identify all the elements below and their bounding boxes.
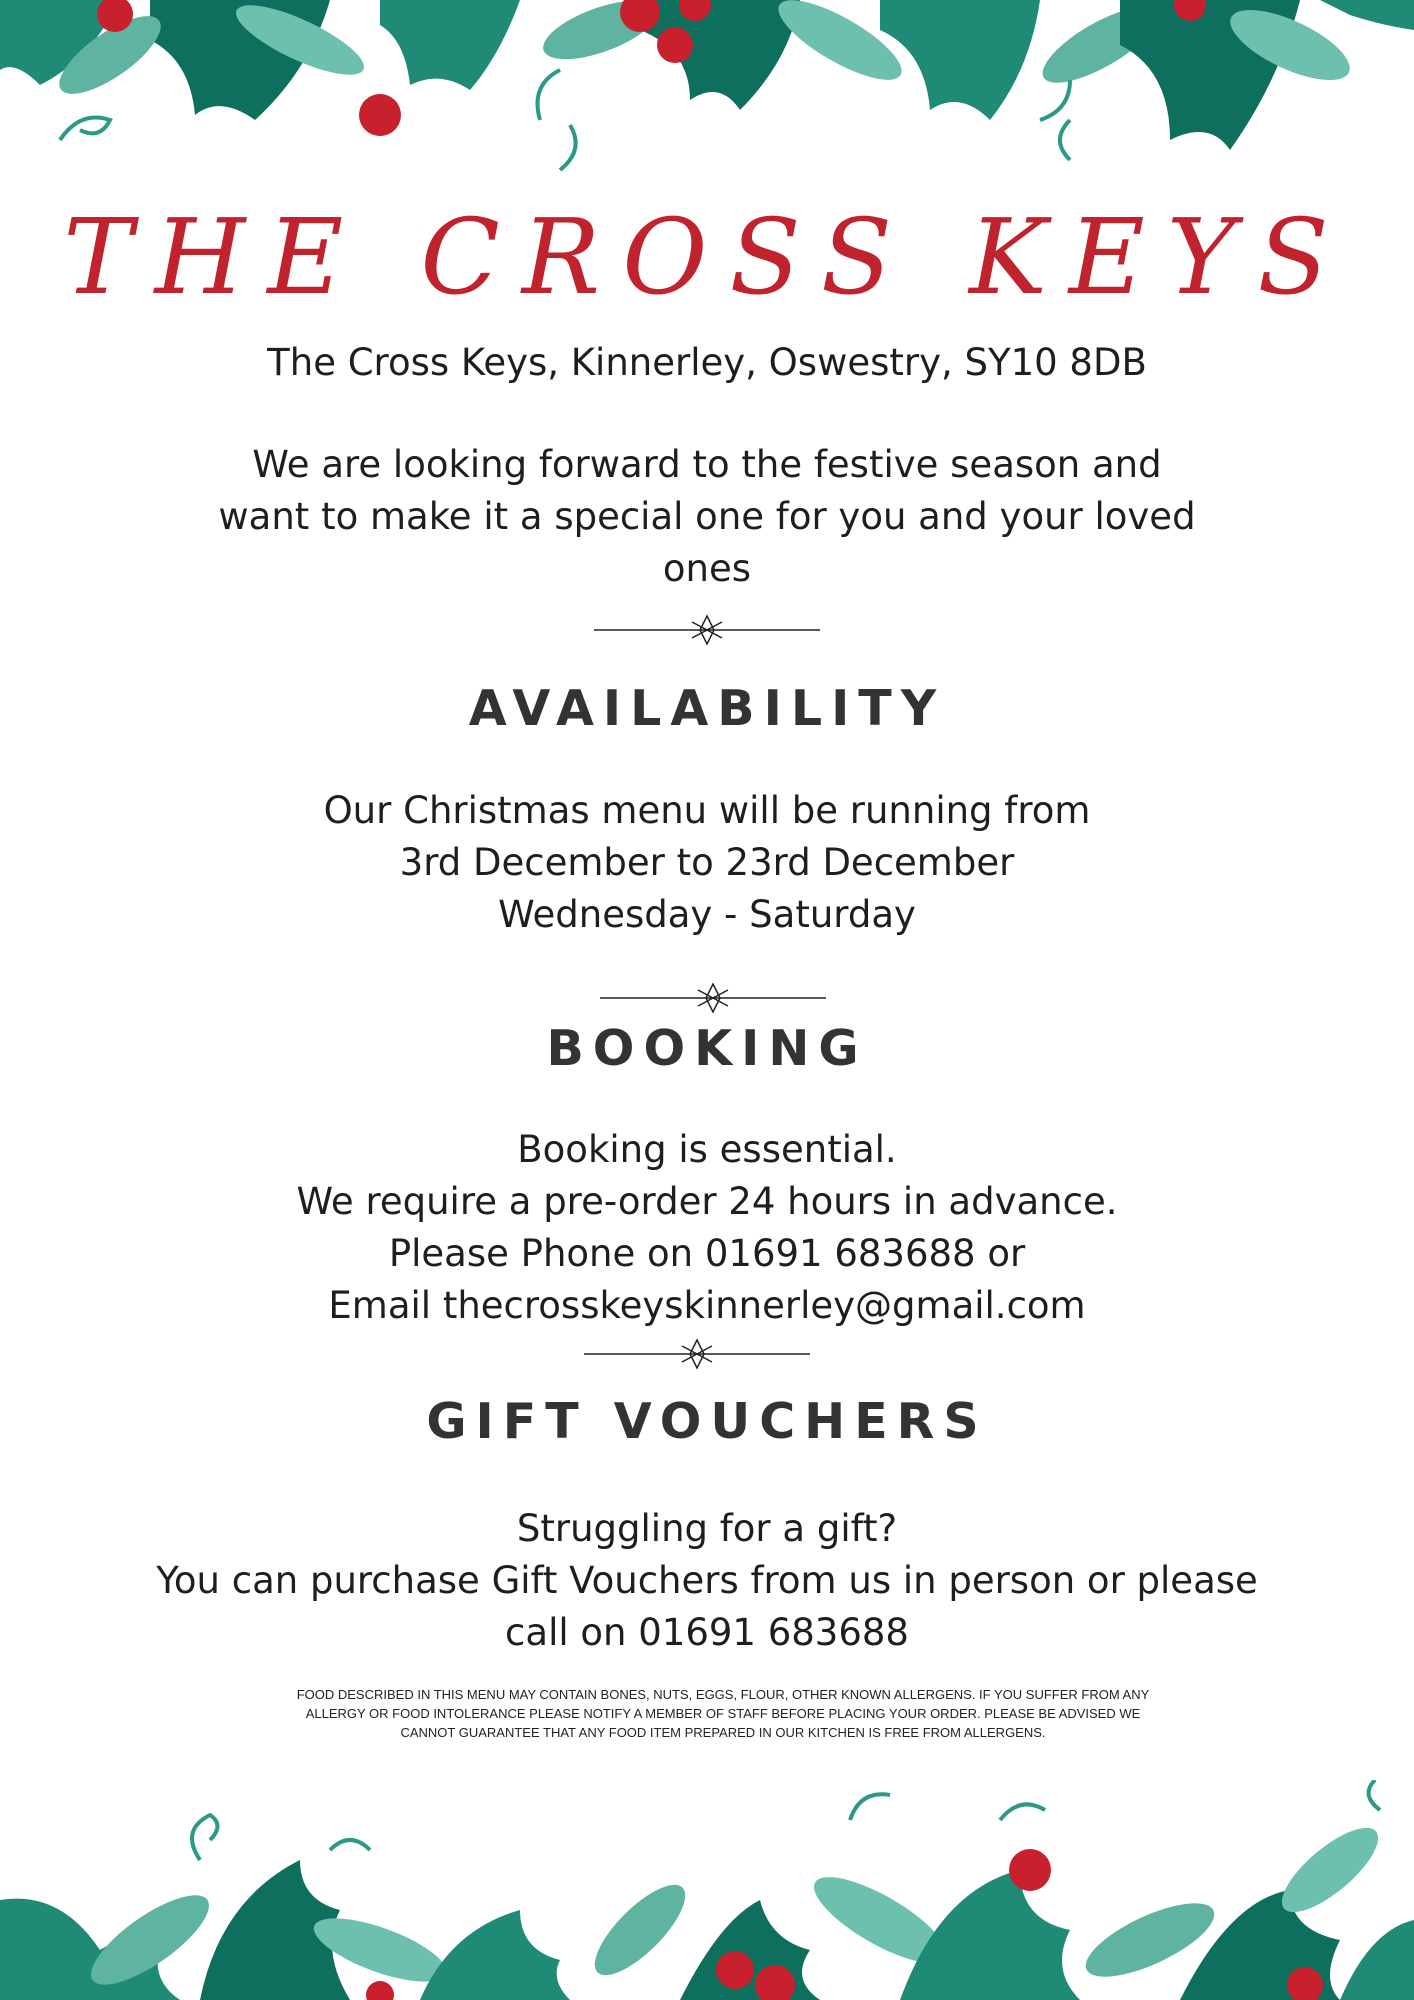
ornament-divider [582, 1336, 812, 1372]
intro-line: ones [662, 547, 752, 590]
booking-email-line[interactable]: Email thecrosskeyskinnerley@gmail.com [328, 1284, 1086, 1327]
gift-vouchers-line: Struggling for a gift? [516, 1507, 898, 1550]
ornament-divider [598, 980, 828, 1016]
ornament-divider [592, 612, 822, 648]
gift-vouchers-line: call on 01691 683688 [505, 1611, 909, 1654]
address: The Cross Keys, Kinnerley, Oswestry, SY10 8DB [267, 341, 1147, 384]
availability-heading: AVAILABILITY [468, 680, 946, 737]
intro-line: We are looking forward to the festive season and [252, 443, 1162, 486]
booking-line: Please Phone on 01691 683688 or [388, 1232, 1026, 1275]
booking-heading: BOOKING [546, 1020, 868, 1077]
allergen-notice: FOOD DESCRIBED IN THIS MENU MAY CONTAIN BONES, NUTS, EGGS, FLOUR, OTHER KNOWN ALLERGENS. IF YOU SUFFER FROM ANY ALLERGY OR FOOD INTOLERANCE PLEASE NOTIFY A MEMBER OF STAFF BEFORE PLACING YOUR ORDER. PLEASE BE ADVISED WE CANNOT GUARANTEE THAT ANY FOOD ITEM PREPARED IN OUR KITCHEN IS FREE FROM ALLERGENS. [296, 1687, 1150, 1740]
booking-line: We require a pre-order 24 hours in advance. [296, 1180, 1118, 1223]
gift-vouchers-heading: GIFT VOUCHERS [426, 1393, 988, 1450]
availability-line: Wednesday - Saturday [498, 893, 916, 936]
holly-garland-top [0, 0, 1414, 200]
restaurant-title: THE CROSS KEYS [63, 196, 1351, 318]
intro-line: want to make it a special one for you and your loved [218, 495, 1196, 538]
holly-garland-bottom [0, 1780, 1414, 2000]
availability-line: 3rd December to 23rd December [399, 841, 1015, 884]
gift-vouchers-line: You can purchase Gift Vouchers from us in person or please [156, 1559, 1258, 1602]
availability-line: Our Christmas menu will be running from [323, 789, 1091, 832]
booking-line: Booking is essential. [517, 1128, 897, 1171]
